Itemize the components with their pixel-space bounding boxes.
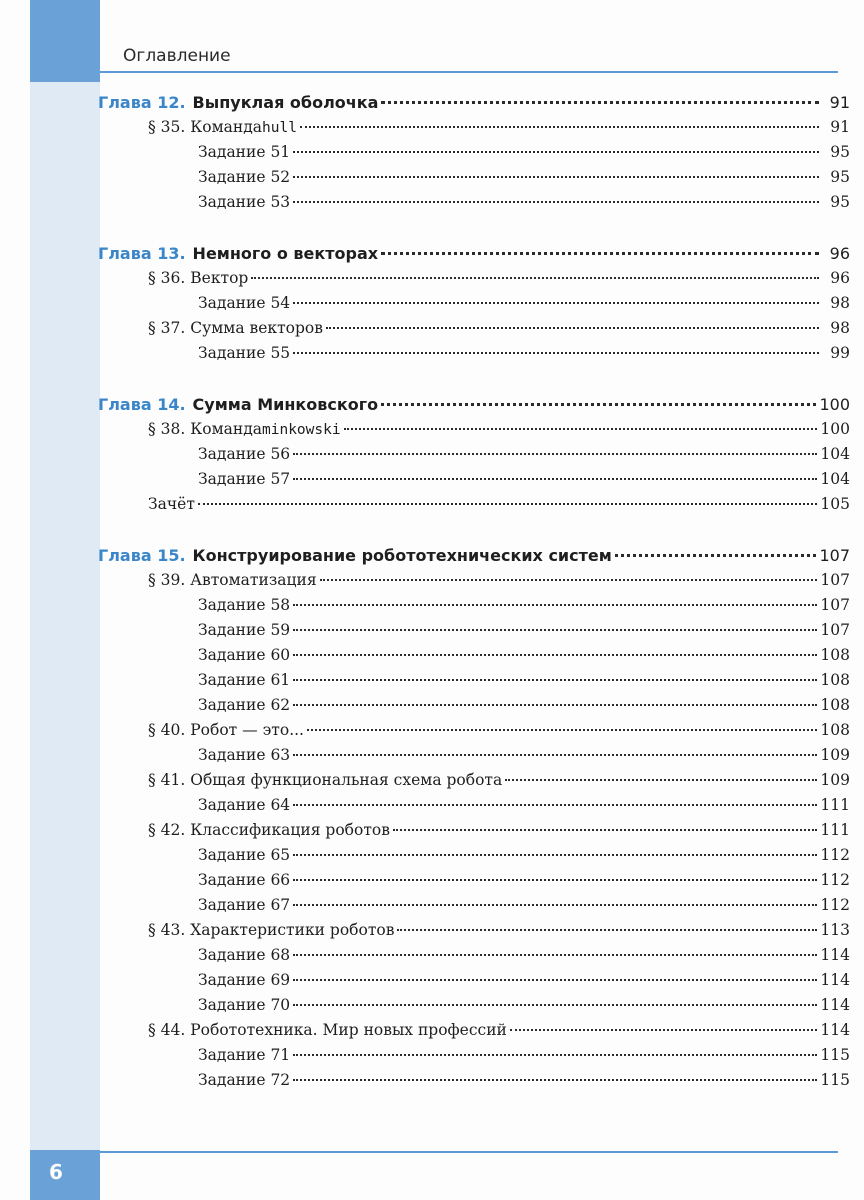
page-ref: 114: [820, 996, 850, 1014]
header-tab: [30, 0, 100, 82]
toc-chapter-15[interactable]: [98, 546, 850, 571]
task-label: Задание 51: [198, 143, 291, 161]
toc-section-37[interactable]: [98, 319, 850, 344]
task-label: Задание 55: [198, 344, 291, 362]
toc-task-58[interactable]: [98, 596, 850, 621]
toc-chapter-12[interactable]: [98, 93, 850, 118]
spacer: [98, 369, 850, 395]
page-ref: 104: [820, 470, 850, 488]
page-ref: 115: [820, 1046, 850, 1064]
page-ref: 95: [830, 193, 850, 211]
task-label: Задание 63: [198, 746, 291, 764]
section-label: § 41. Общая функциональная схема робота: [148, 771, 503, 789]
toc-task-71[interactable]: [98, 1046, 850, 1071]
task-label: Задание 68: [198, 946, 291, 964]
dot-leader: [198, 503, 818, 505]
dot-leader: [381, 252, 819, 255]
toc-chapter-13[interactable]: [98, 244, 850, 269]
dot-leader: [293, 854, 817, 856]
task-label: Задание 62: [198, 696, 291, 714]
header-rule: [100, 71, 838, 73]
page-ref: 112: [820, 871, 850, 889]
section-label: § 40. Робот — это...: [148, 721, 304, 739]
section-code: minkowski: [262, 422, 341, 438]
dot-leader: [293, 1054, 817, 1056]
task-label: Задание 67: [198, 896, 291, 914]
dot-leader: [326, 327, 819, 329]
dot-leader: [397, 929, 817, 931]
task-label: Задание 70: [198, 996, 291, 1014]
dot-leader: [344, 428, 818, 430]
page-ref: 108: [820, 721, 850, 739]
section-label: § 36. Вектор: [148, 269, 249, 287]
toc-task-52[interactable]: [98, 168, 850, 193]
section-label: § 43. Характеристики роботов: [148, 921, 395, 939]
dot-leader: [381, 403, 816, 406]
page-ref: 113: [820, 921, 850, 939]
dot-leader: [293, 151, 819, 153]
task-label: Задание 52: [198, 168, 291, 186]
dot-leader: [393, 829, 817, 831]
task-label: Задание 69: [198, 971, 291, 989]
toc-task-66[interactable]: [98, 871, 850, 896]
chapter-label: Глава 12.: [98, 93, 186, 112]
dot-leader: [293, 478, 817, 480]
chapter-label: Глава 15.: [98, 546, 186, 565]
task-label: Задание 61: [198, 671, 291, 689]
page-ref: 107: [819, 546, 850, 565]
section-label: § 35. Команда: [148, 118, 262, 136]
toc-task-57[interactable]: [98, 470, 850, 495]
task-label: Задание 57: [198, 470, 291, 488]
chapter-title: Выпуклая оболочка: [192, 93, 379, 112]
page-ref: 107: [820, 571, 850, 589]
toc-section-42[interactable]: [98, 821, 850, 846]
page-ref: 98: [830, 319, 850, 337]
toc-section-41[interactable]: [98, 771, 850, 796]
page-ref: 96: [830, 269, 850, 287]
table-of-contents: [98, 93, 850, 1096]
toc-task-56[interactable]: [98, 445, 850, 470]
toc-task-63[interactable]: [98, 746, 850, 771]
task-label: Задание 59: [198, 621, 291, 639]
side-margin-bar: [30, 0, 100, 1200]
toc-task-59[interactable]: [98, 621, 850, 646]
chapter-title: Сумма Минковского: [192, 395, 379, 414]
page-ref: 112: [820, 896, 850, 914]
dot-leader: [505, 779, 817, 781]
task-label: Задание 64: [198, 796, 291, 814]
page-ref: 105: [820, 495, 850, 513]
task-label: Задание 72: [198, 1071, 291, 1089]
task-label: Задание 53: [198, 193, 291, 211]
toc-task-65[interactable]: [98, 846, 850, 871]
spacer: [98, 218, 850, 244]
toc-section-35[interactable]: [98, 118, 850, 143]
spacer: [98, 520, 850, 546]
toc-task-72[interactable]: [98, 1071, 850, 1096]
toc-chapter-14[interactable]: [98, 395, 850, 420]
toc-task-61[interactable]: [98, 671, 850, 696]
dot-leader: [293, 879, 817, 881]
toc-task-53[interactable]: [98, 193, 850, 218]
chapter-title: Немного о векторах: [192, 244, 379, 263]
dot-leader: [293, 302, 819, 304]
page-ref: 107: [820, 621, 850, 639]
dot-leader: [293, 754, 817, 756]
toc-task-69[interactable]: [98, 971, 850, 996]
toc-task-55[interactable]: [98, 344, 850, 369]
zachet-label: Зачёт: [148, 495, 195, 513]
section-label: § 42. Классификация роботов: [148, 821, 390, 839]
page-ref: 109: [820, 771, 850, 789]
dot-leader: [293, 954, 817, 956]
toc-section-43[interactable]: [98, 921, 850, 946]
page-ref: 95: [830, 143, 850, 161]
task-label: Задание 60: [198, 646, 291, 664]
toc-section-39[interactable]: [98, 571, 850, 596]
chapter-label: Глава 13.: [98, 244, 186, 263]
dot-leader: [293, 1004, 817, 1006]
page-ref: 114: [820, 1021, 850, 1039]
dot-leader: [293, 704, 817, 706]
dot-leader: [615, 554, 817, 557]
dot-leader: [251, 277, 819, 279]
section-label: § 37. Сумма векторов: [148, 319, 323, 337]
page-ref: 111: [820, 821, 850, 839]
dot-leader: [381, 101, 819, 104]
toc-task-60[interactable]: [98, 646, 850, 671]
page-ref: 98: [830, 294, 850, 312]
toc-task-67[interactable]: [98, 896, 850, 921]
page-ref: 100: [819, 395, 850, 414]
dot-leader: [300, 126, 819, 128]
dot-leader: [293, 604, 817, 606]
dot-leader: [293, 979, 817, 981]
page-ref: 107: [820, 596, 850, 614]
toc-task-68[interactable]: [98, 946, 850, 971]
dot-leader: [293, 201, 819, 203]
dot-leader: [293, 629, 817, 631]
toc-zachet[interactable]: [98, 495, 850, 520]
page-ref: 99: [830, 344, 850, 362]
page-ref: 114: [820, 971, 850, 989]
task-label: Задание 65: [198, 846, 291, 864]
dot-leader: [293, 1079, 817, 1081]
page-ref: 95: [830, 168, 850, 186]
toc-section-44[interactable]: [98, 1021, 850, 1046]
page-ref: 100: [820, 420, 850, 438]
toc-task-70[interactable]: [98, 996, 850, 1021]
chapter-title: Конструирование робототехнических систем: [192, 546, 612, 565]
page-ref: 91: [830, 118, 850, 136]
page-ref: 108: [820, 646, 850, 664]
page-ref: 104: [820, 445, 850, 463]
page-ref: 108: [820, 696, 850, 714]
page-ref: 112: [820, 846, 850, 864]
dot-leader: [510, 1029, 818, 1031]
dot-leader: [307, 729, 817, 731]
dot-leader: [293, 904, 817, 906]
section-label: § 38. Команда: [148, 420, 262, 438]
toc-task-51[interactable]: [98, 143, 850, 168]
toc-task-64[interactable]: [98, 796, 850, 821]
page-ref: 96: [829, 244, 850, 263]
page-ref: 109: [820, 746, 850, 764]
dot-leader: [293, 679, 817, 681]
toc-task-54[interactable]: [98, 294, 850, 319]
task-label: Задание 66: [198, 871, 291, 889]
page-ref: 108: [820, 671, 850, 689]
task-label: Задание 56: [198, 445, 291, 463]
dot-leader: [293, 804, 817, 806]
dot-leader: [293, 453, 817, 455]
task-label: Задание 71: [198, 1046, 291, 1064]
footer-rule: [100, 1151, 838, 1153]
dot-leader: [320, 579, 818, 581]
section-code: hull: [262, 120, 297, 136]
dot-leader: [293, 176, 819, 178]
dot-leader: [293, 352, 819, 354]
task-label: Задание 54: [198, 294, 291, 312]
toc-section-40[interactable]: [98, 721, 850, 746]
page-ref: 114: [820, 946, 850, 964]
section-label: § 39. Автоматизация: [148, 571, 317, 589]
dot-leader: [293, 654, 817, 656]
task-label: Задание 58: [198, 596, 291, 614]
page-number: 6: [49, 1160, 63, 1184]
page-ref: 91: [829, 93, 850, 112]
toc-section-36[interactable]: [98, 269, 850, 294]
page-title: Оглавление: [123, 46, 231, 66]
toc-task-62[interactable]: [98, 696, 850, 721]
page-ref: 111: [820, 796, 850, 814]
chapter-label: Глава 14.: [98, 395, 186, 414]
toc-section-38[interactable]: [98, 420, 850, 445]
section-label: § 44. Робототехника. Мир новых профессий: [148, 1021, 507, 1039]
page-ref: 115: [820, 1071, 850, 1089]
